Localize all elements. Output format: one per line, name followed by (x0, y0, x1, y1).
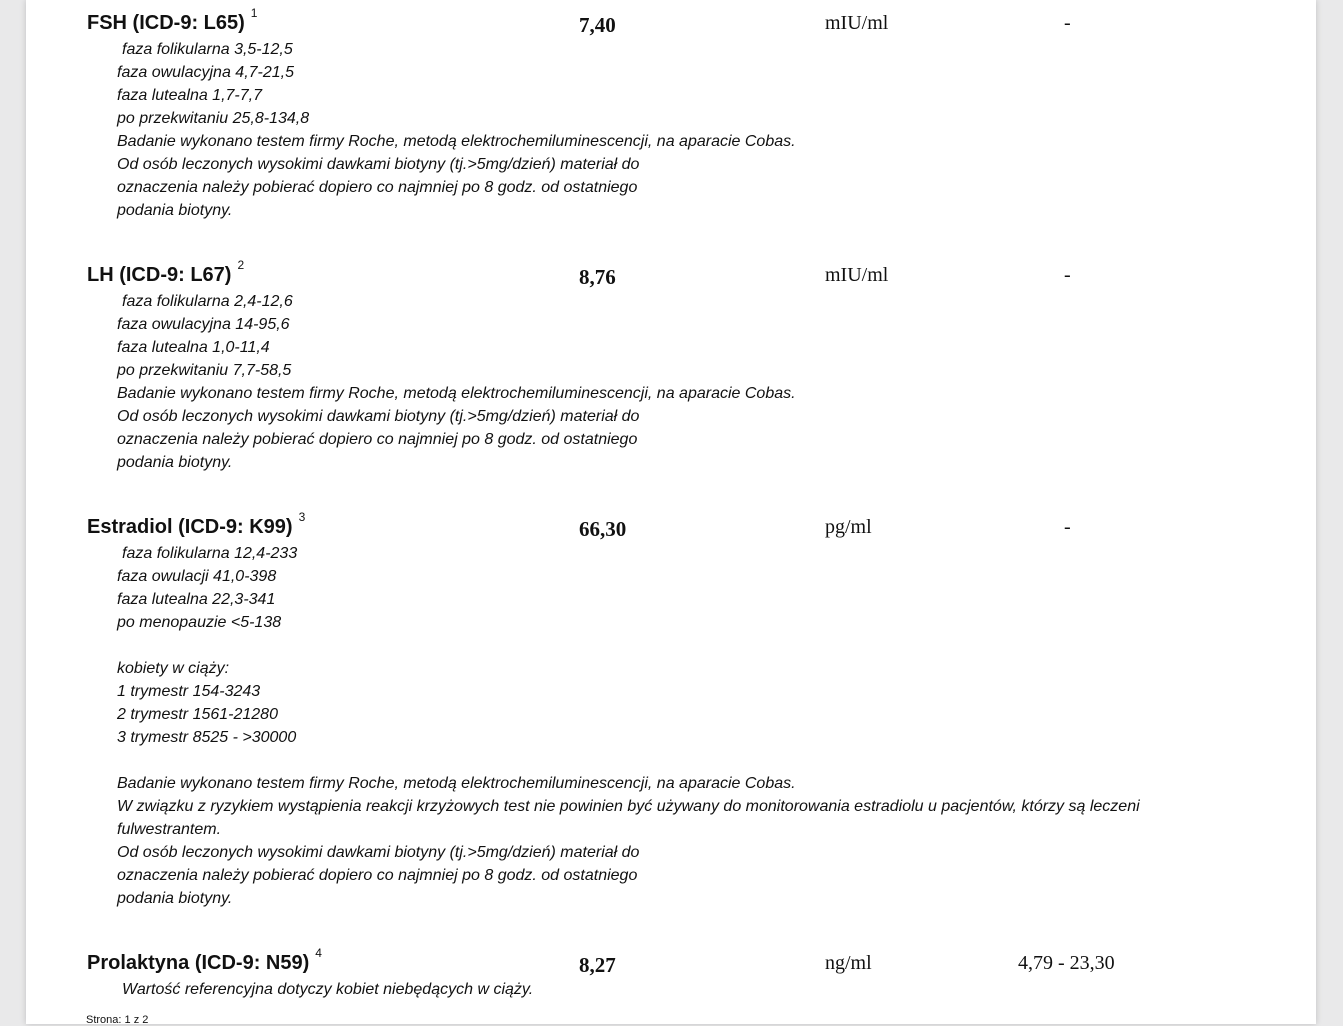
note-line: faza folikularna 2,4-12,6 (122, 293, 293, 310)
note-spacer (117, 634, 1140, 657)
note-line: 1 trymestr 154-3243 (117, 683, 261, 700)
page-number: Strona: 1 z 2 (86, 1014, 149, 1026)
note-line: Od osób leczonych wysokimi dawkami biotyny (tj.>5mg/dzień) materiał do (117, 408, 640, 425)
test-notes (117, 978, 533, 1001)
test-reference: - (1064, 12, 1071, 34)
test-notes (117, 542, 1140, 910)
note-line: faza owulacyjna 14-95,6 (117, 316, 290, 333)
note-line: faza lutealna 1,0-11,4 (117, 339, 270, 356)
note-line: Wartość referencyjna dotyczy kobiet niebędących w ciąży. (122, 981, 534, 998)
test-unit: ng/ml (825, 952, 872, 974)
note-spacer (117, 749, 1140, 772)
test-name: LH (ICD-9: L67) $^2$ (87, 258, 245, 286)
test-reference: 4,79 - 23,30 (1018, 952, 1115, 974)
note-line: oznaczenia należy pobierać dopiero co najmniej po 8 godz. od ostatniego (117, 179, 638, 196)
note-line: podania biotyny. (117, 890, 233, 907)
note-line: faza lutealna 22,3-341 (117, 591, 276, 608)
test-notes (117, 290, 796, 474)
note-line: po menopauzie <5-138 (117, 614, 282, 631)
note-line: podania biotyny. (117, 202, 233, 219)
footnote-marker: 1 (250, 6, 258, 20)
note-line: Badanie wykonano testem firmy Roche, metodą elektrochemiluminescencji, na aparacie Cobas. (117, 775, 796, 792)
note-line: faza folikularna 3,5-12,5 (122, 41, 293, 58)
test-notes (117, 38, 796, 222)
footnote-marker: 4 (315, 946, 322, 960)
note-line: Od osób leczonych wysokimi dawkami biotyny (tj.>5mg/dzień) materiał do (117, 156, 640, 173)
note-line: Badanie wykonano testem firmy Roche, metodą elektrochemiluminescencji, na aparacie Cobas. (117, 133, 796, 150)
note-line: faza lutealna 1,7-7,7 (117, 87, 262, 104)
test-result: 8,76 (579, 265, 616, 289)
test-name: FSH (ICD-9: L65) $^1$ (87, 6, 258, 34)
footnote-marker: 3 (298, 510, 306, 524)
test-name: Estradiol (ICD-9: K99) $^3$ (87, 510, 306, 538)
report-page (26, 0, 1316, 1024)
note-line: faza folikularna 12,4-233 (122, 545, 298, 562)
test-unit: mIU/ml (825, 12, 889, 34)
note-line: 3 trymestr 8525 - >30000 (117, 729, 297, 746)
note-line: Od osób leczonych wysokimi dawkami biotyny (tj.>5mg/dzień) materiał do (117, 844, 640, 861)
note-line: faza owulacji 41,0-398 (117, 568, 277, 585)
note-line: faza owulacyjna 4,7-21,5 (117, 64, 294, 81)
note-line: fulwestrantem. (117, 821, 222, 838)
test-unit: mIU/ml (825, 264, 889, 286)
test-unit: pg/ml (825, 516, 872, 538)
test-result: 7,40 (579, 13, 616, 37)
footnote-marker: 2 (237, 258, 245, 272)
note-line: W związku z ryzykiem wystąpienia reakcji krzyżowych test nie powinien być używany do monitorowania estradiolu u pacjentów, którzy są leczeni (117, 798, 1140, 815)
note-line: Badanie wykonano testem firmy Roche, metodą elektrochemiluminescencji, na aparacie Cobas. (117, 385, 796, 402)
note-line: 2 trymestr 1561-21280 (117, 706, 278, 723)
note-line: po przekwitaniu 25,8-134,8 (117, 110, 310, 127)
note-line: po przekwitaniu 7,7-58,5 (117, 362, 292, 379)
test-name: Prolaktyna (ICD-9: N59) $^4$ (87, 946, 322, 974)
note-line: kobiety w ciąży: (117, 660, 230, 677)
note-line: podania biotyny. (117, 454, 233, 471)
test-result: 66,30 (579, 517, 627, 541)
test-result: 8,27 (579, 953, 616, 977)
test-reference: - (1064, 264, 1071, 286)
note-line: oznaczenia należy pobierać dopiero co najmniej po 8 godz. od ostatniego (117, 867, 638, 884)
note-line: oznaczenia należy pobierać dopiero co najmniej po 8 godz. od ostatniego (117, 431, 638, 448)
test-reference: - (1064, 516, 1071, 538)
